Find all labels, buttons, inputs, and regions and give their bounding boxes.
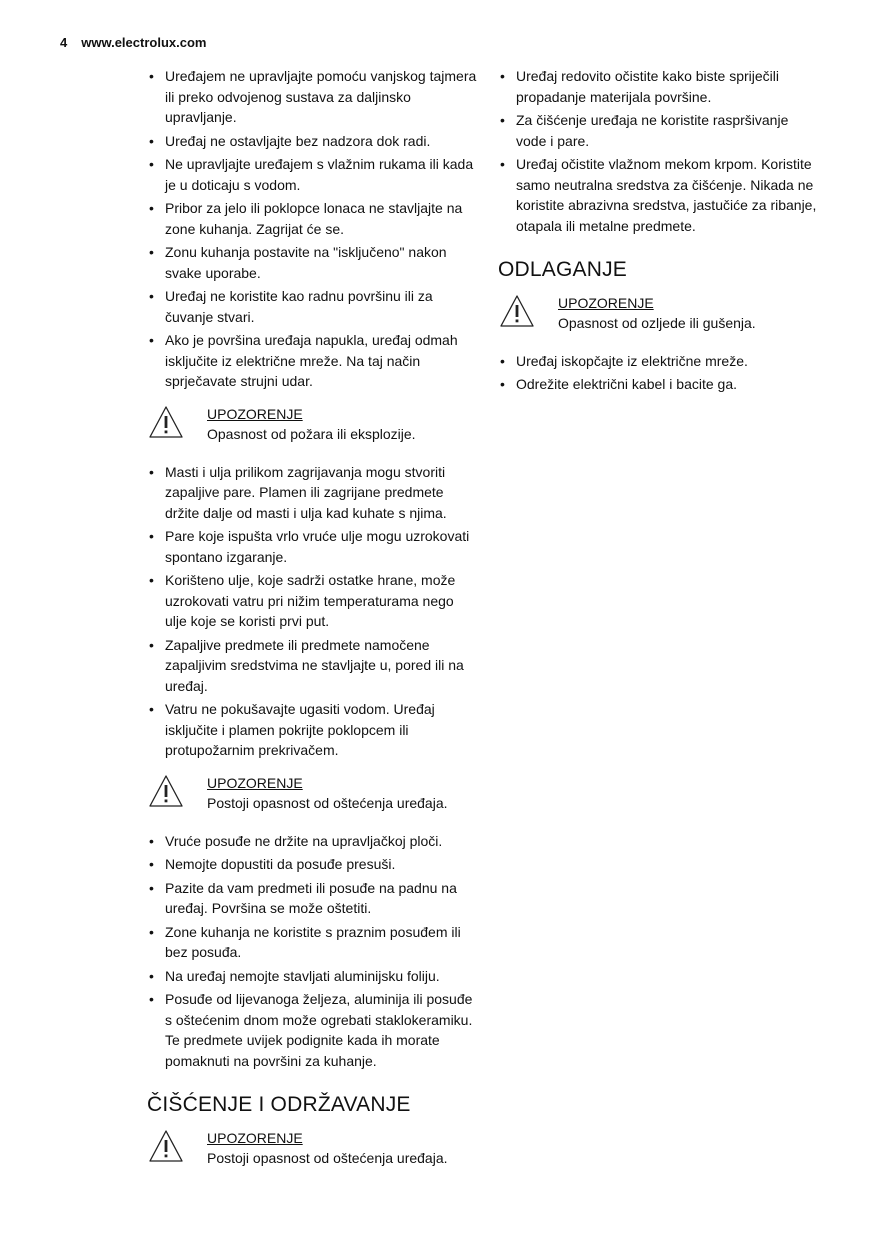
list-item: • Vruće posuđe ne držite na upravljačkoj ploči. xyxy=(147,831,477,852)
left-column xyxy=(147,66,477,1186)
list-item: • Pare koje ispušta vrlo vruće ulje mogu uzrokovati spontano izgaranje. xyxy=(147,526,477,567)
list-item: • Uređaj ne ostavljajte bez nadzora dok radi. xyxy=(147,131,477,152)
list-item: • Pazite da vam predmeti ili posuđe na padnu na uređaj. Površina se može oštetiti. xyxy=(147,878,477,919)
warning-box-damage xyxy=(147,773,477,813)
disposal-list xyxy=(498,351,818,395)
warning-title: UPOZORENJE xyxy=(558,294,654,311)
safety-list-2 xyxy=(147,462,477,761)
right-column xyxy=(498,66,818,398)
page-number: 4 xyxy=(60,35,68,50)
list-item: • Zapaljive predmete ili predmete namočene zapaljivim sredstvima ne stavljajte u, pored ili na uređaj. xyxy=(147,635,477,697)
warning-triangle-icon xyxy=(147,404,185,440)
list-item: • Uređaj očistite vlažnom mekom krpom. Koristite samo neutralna sredstva za čišćenje. Nikada ne koristite abrazivna sredstva, jastučiće za ribanje, otapala ili metalne predmete. xyxy=(498,154,818,236)
list-item: • Nemojte dopustiti da posuđe presuši. xyxy=(147,854,477,875)
safety-list-3 xyxy=(147,831,477,1072)
section-heading-disposal: ODLAGANJE xyxy=(498,258,627,281)
warning-triangle-icon xyxy=(147,773,185,809)
warning-title: UPOZORENJE xyxy=(207,774,303,791)
warning-box-fire xyxy=(147,404,477,444)
list-item: • Uređajem ne upravljajte pomoću vanjskog tajmera ili preko odvojenog sustava za daljinsko upravljanje. xyxy=(147,66,477,128)
list-item: • Uređaj redovito očistite kako biste spriječili propadanje materijala površine. xyxy=(498,66,818,107)
safety-list-1 xyxy=(147,66,477,392)
cleaning-list xyxy=(498,66,818,236)
page-header xyxy=(60,35,206,50)
list-item: • Uređaj ne koristite kao radnu površinu ili za čuvanje stvari. xyxy=(147,286,477,327)
list-item: • Zonu kuhanja postavite na "isključeno" nakon svake uporabe. xyxy=(147,242,477,283)
list-item: • Korišteno ulje, koje sadrži ostatke hrane, može uzrokovati vatru pri nižim temperaturama nego ulje koje se koristi prvi put. xyxy=(147,570,477,632)
warning-box-cleaning xyxy=(147,1128,477,1168)
list-item: • Uređaj iskopčajte iz električne mreže. xyxy=(498,351,818,372)
list-item: • Posuđe od lijevanoga željeza, aluminija ili posuđe s oštećenim dnom može ogrebati staklokeramiku. Te predmete uvijek podignite kada ih morate pomaknuti na površini za kuhanje. xyxy=(147,989,477,1071)
warning-title: UPOZORENJE xyxy=(207,1129,303,1146)
list-item: • Masti i ulja prilikom zagrijavanja mogu stvoriti zapaljive pare. Plamen ili zagrijane predmete držite dalje od masti i ulja kad kuhate s njima. xyxy=(147,462,477,524)
list-item: • Vatru ne pokušavajte ugasiti vodom. Uređaj isključite i plamen pokrijte poklopcem ili protupožarnim prekrivačem. xyxy=(147,699,477,761)
warning-box-disposal xyxy=(498,293,818,333)
warning-text: Opasnost od požara ili eksplozije. xyxy=(207,425,416,442)
warning-text: Opasnost od ozljede ili gušenja. xyxy=(558,314,756,331)
warning-triangle-icon xyxy=(147,1128,185,1164)
list-item: • Na uređaj nemojte stavljati aluminijsku foliju. xyxy=(147,966,477,987)
warning-title: UPOZORENJE xyxy=(207,405,303,422)
list-item: • Ne upravljajte uređajem s vlažnim rukama ili kada je u doticaju s vodom. xyxy=(147,154,477,195)
list-item: • Ako je površina uređaja napukla, uređaj odmah isključite iz električne mreže. Na taj način sprječavate strujni udar. xyxy=(147,330,477,392)
list-item: • Zone kuhanja ne koristite s praznim posuđem ili bez posuđa. xyxy=(147,922,477,963)
website-link[interactable]: www.electrolux.com xyxy=(81,35,207,50)
list-item: • Odrežite električni kabel i bacite ga. xyxy=(498,374,818,395)
list-item: • Za čišćenje uređaja ne koristite raspršivanje vode i pare. xyxy=(498,110,818,151)
warning-text: Postoji opasnost od oštećenja uređaja. xyxy=(207,794,448,811)
warning-triangle-icon xyxy=(498,293,536,329)
section-heading-cleaning: ČIŠĆENJE I ODRŽAVANJE xyxy=(147,1093,411,1116)
list-item: • Pribor za jelo ili poklopce lonaca ne stavljajte na zone kuhanja. Zagrijat će se. xyxy=(147,198,477,239)
warning-text: Postoji opasnost od oštećenja uređaja. xyxy=(207,1149,448,1166)
